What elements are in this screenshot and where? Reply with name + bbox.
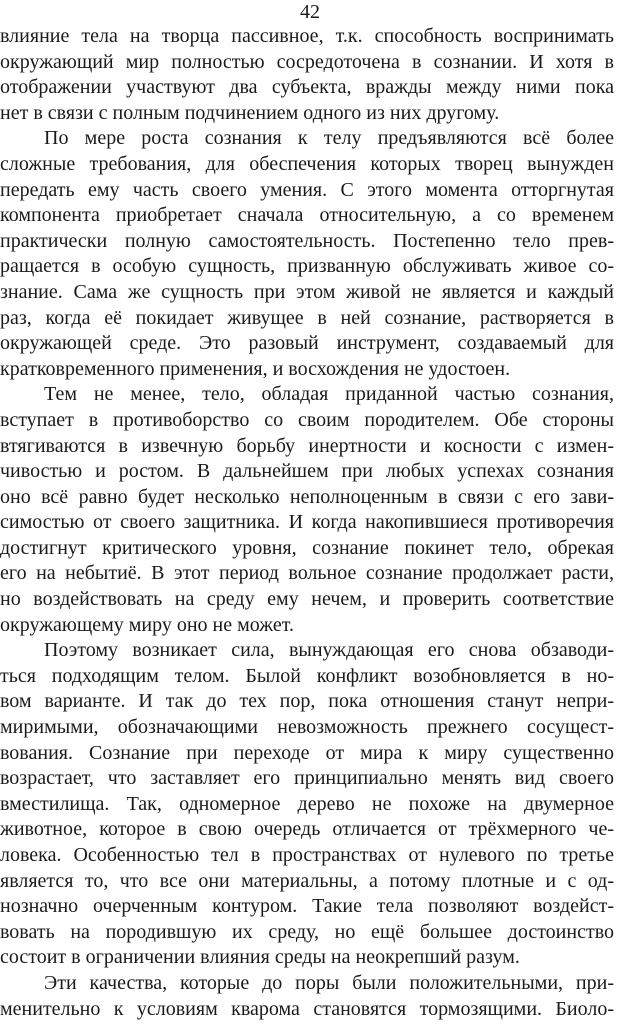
text-line: животное, которое в свою очередь отличается от трёхмерного че- (0, 818, 614, 841)
text-line: его на небытиё. В этот период вольное сознание продолжает расти, (0, 562, 614, 585)
text-line: нет в связи с полным подчинением одного из них другому. (0, 101, 500, 124)
text-line: практически полную самостоятельность. Постепенно тело прев- (0, 229, 614, 252)
text-line: отображении участвуют два субъекта, вражды между ними пока (0, 76, 614, 99)
text-line: вования. Сознание при переходе от мира к миру существенно (0, 741, 614, 764)
page-number: 42 (300, 1, 320, 23)
text-line: компонента приобретает сначала относительную, а со временем (0, 204, 614, 227)
text-line: Поэтому возникает сила, вынуждающая его снова обзаводи- (44, 639, 614, 662)
paragraph (0, 638, 614, 971)
text-line: Эти качества, которые до поры были положительными, при- (44, 971, 614, 994)
text-line: сложные требования, для обеспечения которых творец вынужден (0, 152, 614, 175)
body-text (0, 24, 614, 1022)
text-line: Тем не менее, тело, обладая приданной частью сознания, (44, 383, 614, 406)
text-line: ться подходящим телом. Былой конфликт возобновляется в но- (0, 664, 614, 687)
text-line: нозначно очерченным контуром. Такие тела позволяют воздейст- (0, 895, 614, 918)
text-line: вовать на породившую их среду, но ещё большее достоинство (0, 920, 614, 943)
text-line: знание. Сама же сущность при этом живой не является и каждый (0, 280, 614, 303)
text-line: но воздействовать на среду ему нечем, и проверить соответствие (0, 588, 614, 611)
text-line: влияние тела на творца пассивное, т.к. способность воспринимать (0, 25, 614, 47)
paragraph (0, 24, 614, 126)
text-line: достигнут критического уровня, сознание покинет тело, обрекая (0, 536, 614, 559)
text-line: является то, что все они материальны, а потому плотные и с од- (0, 869, 614, 892)
text-line: менительно к условиям кварома становятся тормозящими. Биоло- (0, 997, 614, 1020)
paragraph (0, 126, 614, 382)
text-line: кратковременного применения, и восхождения не удостоен. (0, 357, 511, 380)
text-line: состоит в ограничении влияния среды на неокрепший разум. (0, 946, 520, 969)
text-line: чивостью и ростом. В дальнейшем при любых успехах сознания (0, 460, 614, 483)
text-line: окружающему миру оно не может. (0, 613, 294, 636)
text-line: втягиваются в извечную борьбу инертности и косности с измен- (0, 434, 614, 457)
text-line: вместилища. Так, одномерное дерево не похоже на двумерное (0, 792, 614, 815)
text-line: передать ему часть своего умения. С этого момента отторгнутая (0, 178, 614, 201)
paragraph (0, 382, 614, 638)
text-line: окружающий мир полностью сосредоточена в сознании. И хотя в (0, 50, 614, 73)
text-line: ращается в особую сущность, призванную обслуживать живое со- (0, 255, 614, 278)
text-line: ловека. Особенностью тел в пространствах от нулевого по третье (0, 844, 614, 866)
text-line: оно всё равно будет несколько неполноценным в связи с его зави- (0, 485, 614, 508)
text-line: По мере роста сознания к телу предъявляются всё более (44, 127, 614, 150)
text-line: симостью от своего защитника. И когда накопившиеся противоречия (0, 511, 614, 534)
paragraph (0, 971, 614, 1022)
text-line: вступает в противоборство со своим породителем. Обе стороны (0, 408, 614, 431)
text-line: возрастает, что заставляет его принципиально менять вид своего (0, 767, 614, 790)
text-line: вом варианте. И так до тех пор, пока отношения станут непри- (0, 690, 614, 713)
text-line: миримыми, обозначающими невозможность прежнего сосущест- (0, 716, 614, 739)
text-line: раз, когда её покидает живущее в ней сознание, растворяется в (0, 306, 614, 329)
text-line: окружающей среде. Это разовый инструмент, создаваемый для (0, 332, 614, 355)
